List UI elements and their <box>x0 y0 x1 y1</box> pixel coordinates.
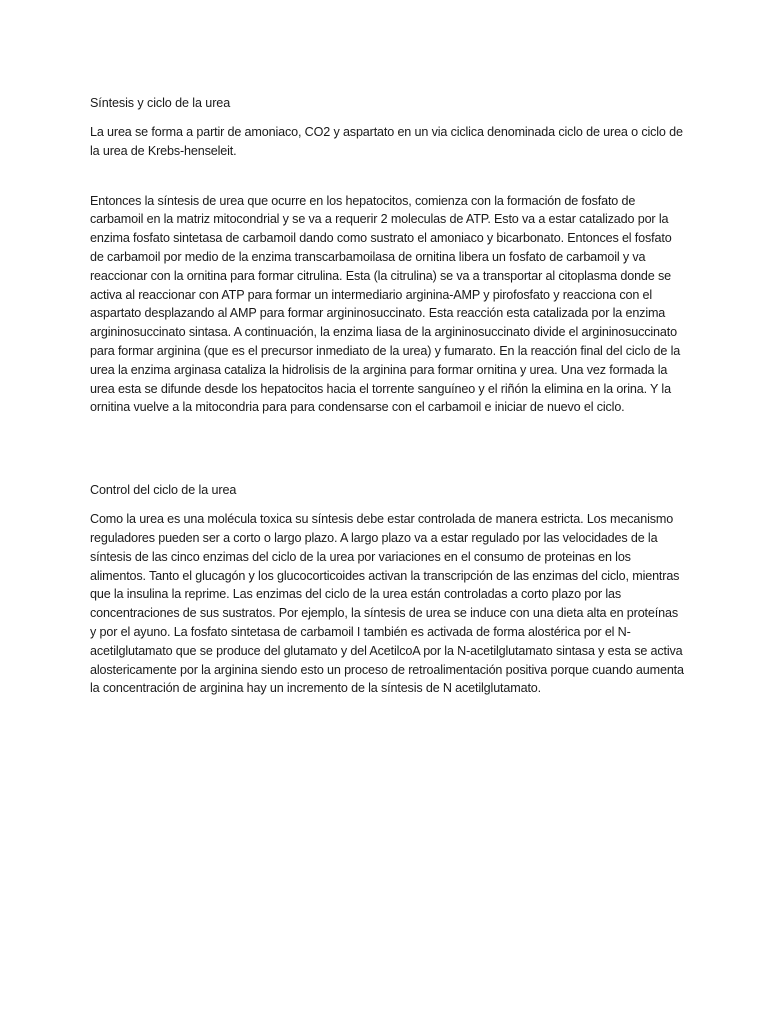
paragraph-urea-cycle-control: Como la urea es una molécula toxica su síntesis debe estar controlada de manera estricta. Los mecanismo reguladores pueden ser a corto o largo plazo. A largo plazo va a estar regulado por las velocidades de la síntesis de las cinco enzimas del ciclo de la urea por variaciones en el consumo de proteinas en los alimentos. Tanto el glucagón y los glucocorticoides activan la transcripción de las enzimas del ciclo, mientras que la insulina la reprime. Las enzimas del ciclo de la urea están controladas a corto plazo por las concentraciones de sus sustratos. Por ejemplo, la síntesis de urea se induce con una dieta alta en proteínas y por el ayuno. La fosfato sintetasa de carbamoil I también es activada de forma alostérica por el N-acetilglutamato que se produce del glutamato y del AcetilcoA por la N-acetilglutamato sintasa y esta se activa alostericamente por la arginina siendo esto un proceso de retroalimentación positiva porque cuando aumenta la concentración de arginina hay un incremento de la síntesis de N acetilglutamato. <box>90 512 684 696</box>
paragraph-urea-synthesis-steps: Entonces la síntesis de urea que ocurre en los hepatocitos, comienza con la formación de fosfato de carbamoil en la matriz mitocondrial y se va a requerir 2 moleculas de ATP. Esto va a estar catalizado por la enzima fosfato sintetasa de carbamoil dando como sustrato el amoniaco y bicarbonato. Entonces el fosfato de carbamoil por medio de la enzima transcarbamoilasa de ornitina libera un fosfato de carbamoil y va reaccionar con la ornitina para formar citrulina. Esta (la citrulina) se va a transportar al citoplasma donde se activa al reaccionar con ATP para formar un intermediario arginina-AMP y pirofosfato y reacciona con el aspartato desplazando al AMP para formar argininosuccinato. Esta reacción esta catalizada por la enzima argininosuccinato sintasa. A continuación, la enzima liasa de la argininosuccinato divide el argininosuccinato para formar arginina (que es el precursor inmediato de la urea) y fumarato. En la reacción final del ciclo de la urea la enzima arginasa cataliza la hidrolisis de la arginina para formar ornitina y urea. Una vez formada la urea esta se difunde desde los hepatocitos hacia el torrente sanguíneo y el riñón la elimina en la orina. Y la ornitina vuelve a la mitocondria para para condensarse con el carbamoil e iniciar de nuevo el ciclo. <box>90 193 681 415</box>
section-title-control: Control del ciclo de la urea <box>90 483 237 498</box>
paragraph-urea-formation: La urea se forma a partir de amoniaco, CO2 y aspartato en un via ciclica denominada ciclo de urea o ciclo de la urea de Krebs-henseleit. <box>90 125 683 158</box>
section-title-synthesis: Síntesis y ciclo de la urea <box>90 96 231 110</box>
document-body <box>90 94 686 698</box>
